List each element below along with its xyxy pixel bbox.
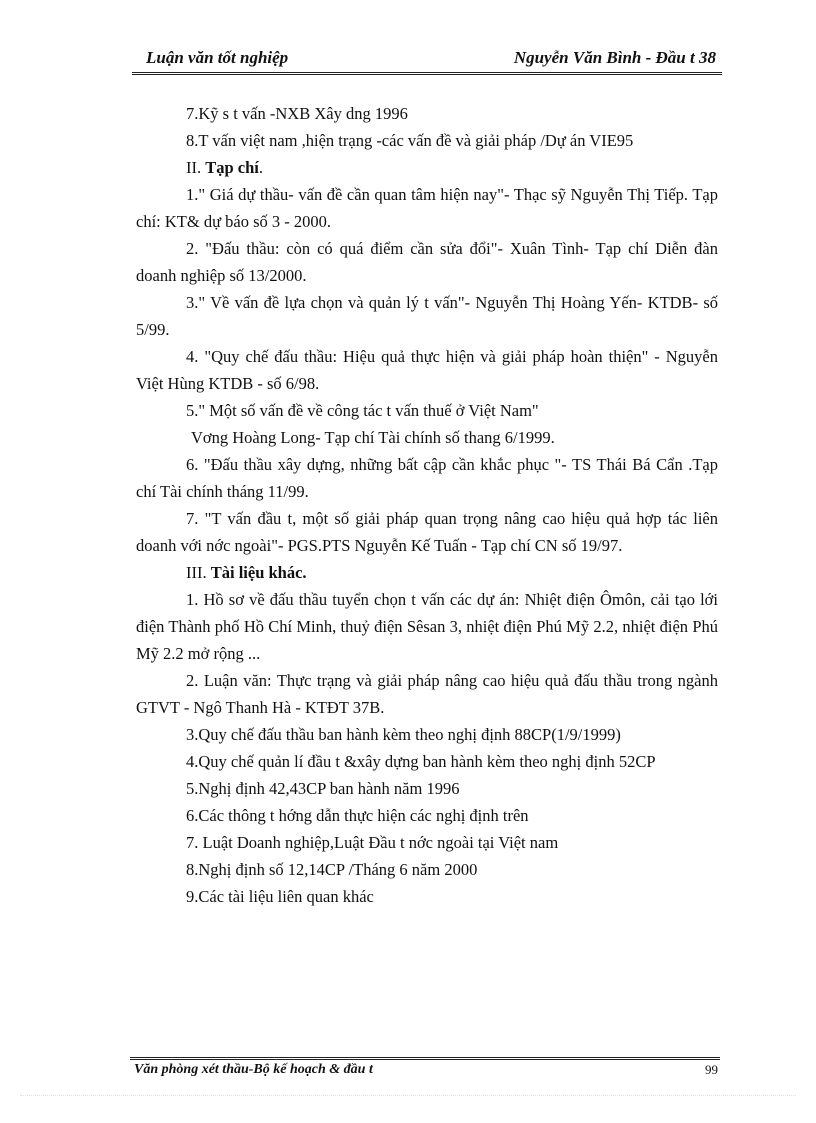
header-right-text: Nguyễn Văn Bình - Đầu t 38 xyxy=(513,48,716,67)
reference-item: 3.Quy chế đấu thầu ban hành kèm theo nghị định 88CP(1/9/1999) xyxy=(186,725,621,744)
reference-item: 4.Quy chế quản lí đầu t &xây dựng ban hành kèm theo nghị định 52CP xyxy=(186,752,656,771)
reference-item: 4. "Quy chế đấu thầu: Hiệu quả thực hiện và giải pháp hoàn thiện" - Nguyễn Việt Hùng KTDB - số 6/98. xyxy=(136,347,718,393)
page-number: 99 xyxy=(705,1062,718,1077)
reference-item: 3." Về vấn đề lựa chọn và quản lý t vấn"- Nguyễn Thị Hoàng Yến- KTDB- số 5/99. xyxy=(136,293,718,339)
page-bottom-divider xyxy=(20,1095,796,1096)
page-header xyxy=(132,46,722,72)
page-body xyxy=(136,100,718,910)
header-left-text: Luận văn tốt nghiệp xyxy=(146,48,289,67)
footer-rule xyxy=(130,1057,720,1060)
reference-item: 6.Các thông t hớng dẫn thực hiện các nghị định trên xyxy=(186,806,529,825)
reference-item: 2. "Đấu thầu: còn có quá điểm cần sửa đổi"- Xuân Tình- Tạp chí Diễn đàn doanh nghiệp số 13/2000. xyxy=(136,239,718,285)
header-rule xyxy=(132,72,722,75)
reference-item: 5.Nghị định 42,43CP ban hành năm 1996 xyxy=(186,779,460,798)
reference-item: 8.T vấn việt nam ,hiện trạng -các vấn đề và giải pháp /Dự án VIE95 xyxy=(186,131,634,150)
footer-left-text: Văn phòng xét thầu-Bộ kế hoạch & đầu t xyxy=(134,1062,373,1077)
reference-item: 7. Luật Doanh nghiệp,Luật Đầu t nớc ngoài tại Việt nam xyxy=(186,833,559,852)
section-number: II. xyxy=(186,158,206,177)
reference-item: 7. "T vấn đầu t, một số giải pháp quan trọng nâng cao hiệu quả hợp tác liên doanh với nớc ngoài"- PGS.PTS Nguyễn Kế Tuấn - Tạp chí CN số 19/97. xyxy=(136,509,718,555)
section-number: III. xyxy=(186,563,211,582)
reference-item: 6. "Đấu thầu xây dựng, những bất cập cần khắc phục "- TS Thái Bá Cẩn .Tạp chí Tài chính tháng 11/99. xyxy=(136,455,718,501)
reference-item: 7.Kỹ s t vấn -NXB Xây dng 1996 xyxy=(186,104,408,123)
section-heading-journals xyxy=(136,154,718,181)
reference-item: 1. Hồ sơ về đấu thầu tuyển chọn t vấn các dự án: Nhiệt điện Ômôn, cải tạo lới điện Thành phố Hồ Chí Minh, thuỷ điện Sêsan 3, nhiệt điện Phú Mỹ 2.2, nhiệt điện Phú Mỹ 2.2 mở rộng ... xyxy=(136,590,718,663)
reference-item: 2. Luận văn: Thực trạng và giải pháp nâng cao hiệu quả đấu thầu trong ngành GTVT - Ngô Thanh Hà - KTĐT 37B. xyxy=(136,671,718,717)
reference-item: 9.Các tài liệu liên quan khác xyxy=(186,887,374,906)
reference-item: 5." Một số vấn đề về công tác t vấn thuế ở Việt Nam" xyxy=(186,401,539,420)
reference-item: 1." Giá dự thầu- vấn đề cần quan tâm hiện nay"- Thạc sỹ Nguyễn Thị Tiếp. Tạp chí: KT& dự báo số 3 - 2000. xyxy=(136,185,718,231)
reference-item-continuation: Vơng Hoàng Long- Tạp chí Tài chính số thang 6/1999. xyxy=(191,428,555,447)
section-title-dot: . xyxy=(258,158,264,177)
section-title: Tạp chí xyxy=(205,158,259,177)
reference-item: 8.Nghị định số 12,14CP /Tháng 6 năm 2000 xyxy=(186,860,478,879)
section-heading-other xyxy=(136,559,718,586)
section-title: Tài liệu khác. xyxy=(210,563,307,582)
